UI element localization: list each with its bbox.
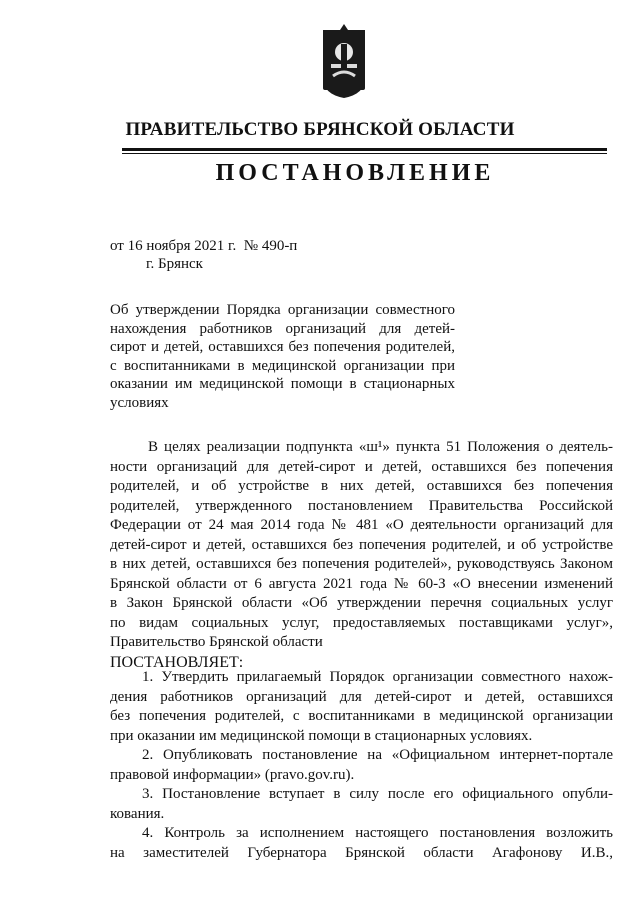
bryansk-coat-of-arms-icon	[313, 22, 375, 102]
date-from-label: от	[110, 238, 124, 254]
item-1-line: при оказании им медицинской помощи в стационарных условиях.	[110, 727, 533, 744]
item-1-line: без попечения родителей, с воспитанниками в медицинской организации	[110, 708, 613, 724]
item-2-line: 2. Опубликовать постановление на «Официальном интернет-портале	[142, 747, 613, 763]
document-date: 16 ноября 2021 г.	[127, 238, 237, 254]
resolve-heading: ПОСТАНОВЛЯЕТ:	[110, 653, 244, 671]
title-line: с воспитанниками в медицинской организации при	[110, 357, 455, 374]
header-rule-thick	[122, 148, 607, 151]
date-line	[110, 238, 297, 255]
item-4-line: 4. Контроль за исполнением настоящего постановления возложить	[142, 825, 613, 841]
preamble-line: Правительство Брянской области	[110, 634, 323, 650]
item-3-line: 3. Постановление вступает в силу после его официального опубли-	[142, 786, 613, 802]
preamble-line: детей-сирот и детей, оставшихся без попечения родителей, и об устройстве	[110, 536, 613, 553]
preamble-line: В целях реализации подпункта «ш¹» пункта 51 Положения о деятель-	[148, 439, 613, 455]
document-title	[110, 301, 455, 412]
document-type: ПОСТАНОВЛЕНИЕ	[215, 160, 495, 186]
preamble-line: Брянской области от 6 августа 2021 года № 60-З «О внесении изменений	[110, 575, 613, 592]
item-1-line: 1. Утвердить прилагаемый Порядок организации совместного нахож-	[142, 669, 613, 685]
title-line: нахождения работников организаций для детей-	[110, 320, 455, 337]
preamble-line: Федерации от 24 мая 2014 года № 481 «О деятельности организаций для	[110, 517, 613, 533]
government-name: ПРАВИТЕЛЬСТВО БРЯНСКОЙ ОБЛАСТИ	[125, 119, 515, 140]
item-4-line: на заместителей Губернатора Брянской области Агафонову И.В.,	[110, 844, 613, 861]
resolutions-list	[110, 668, 613, 863]
preamble-line: ности организаций для детей-сирот и детей, оставшихся без попечения	[110, 458, 613, 475]
title-line: оказании им медицинской помощи в стационарных	[110, 376, 455, 392]
preamble-line: родителей, утвержденного постановлением Правительства Российской	[110, 497, 613, 514]
title-line: условиях	[110, 394, 169, 411]
title-line: сирот и детей, оставшихся без попечения родителей,	[110, 339, 455, 355]
document-city: г. Брянск	[146, 256, 203, 272]
number-label: №	[243, 238, 259, 254]
preamble-line: родителей, и об устройстве в них детей, оставшихся без попечения	[110, 478, 613, 494]
preamble-line: в Закон Брянской области «Об утверждении перечня социальных услуг	[110, 595, 613, 611]
document-number: 490-п	[261, 238, 298, 254]
item-3-line: кования.	[110, 805, 165, 822]
item-1-line: дения работников организаций для детей-сирот и детей, оставшихся	[110, 688, 613, 705]
preamble	[110, 438, 613, 672]
title-line: Об утверждении Порядка организации совместного	[110, 302, 455, 318]
header-rule-thin	[122, 153, 607, 154]
preamble-line: в них детей, оставшихся без попечения родителей», руководствуясь Законом	[110, 556, 613, 572]
item-2-line: правовой информации» (pravo.gov.ru).	[110, 766, 355, 783]
preamble-line: по видам социальных услуг, предоставляемых поставщиками услуг»,	[110, 614, 613, 631]
